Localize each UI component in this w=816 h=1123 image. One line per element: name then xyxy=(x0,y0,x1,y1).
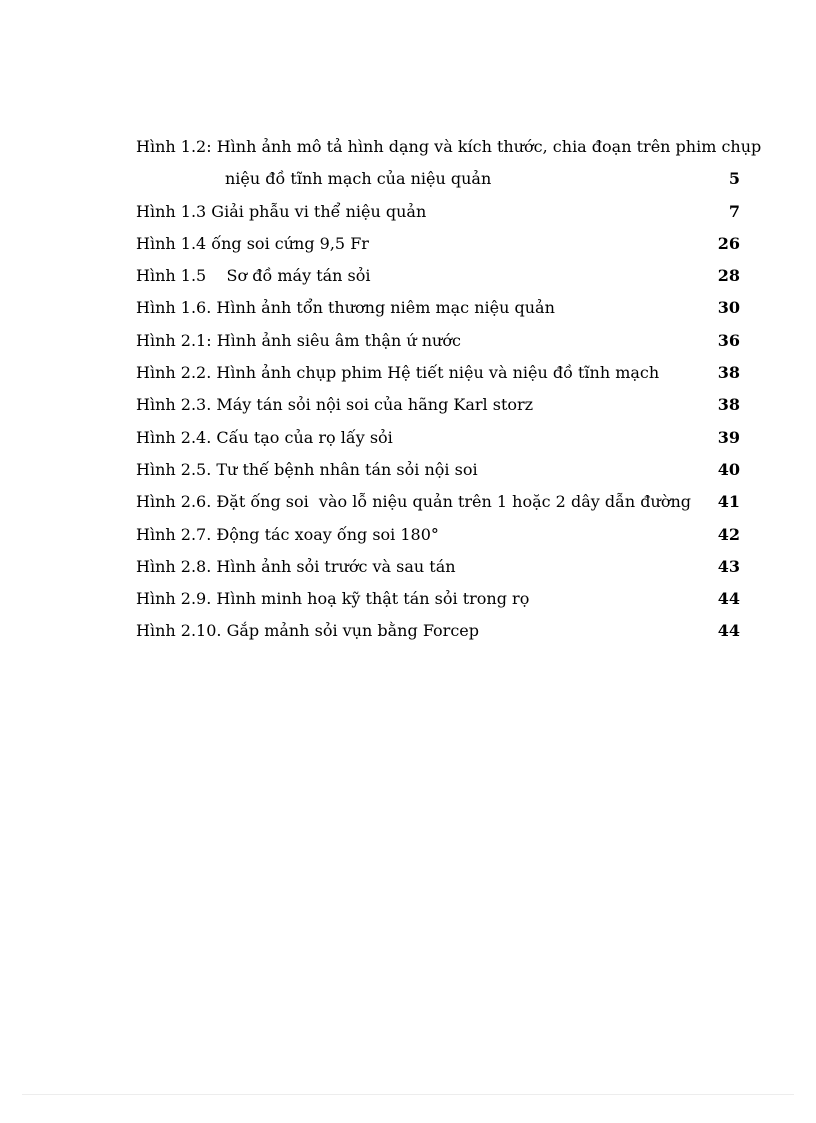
toc-entry-label: Hình 2.9. Hình minh hoạ kỹ thật tán sỏi trong rọ xyxy=(136,589,530,609)
toc-entry-2-3[interactable] xyxy=(136,389,740,421)
toc-entry-label: Hình 2.6. Đặt ống soi vào lỗ niệu quản trên 1 hoặc 2 dây dẫn đường xyxy=(136,492,692,512)
toc-entry-page: 5 xyxy=(728,169,740,189)
toc-entry-label: Hình 2.8. Hình ảnh sỏi trước và sau tán xyxy=(136,556,456,576)
toc-entry-1-2-line1 xyxy=(136,131,762,163)
toc-entry-page: 40 xyxy=(717,459,740,479)
toc-entry-2-4[interactable] xyxy=(136,422,740,454)
toc-entry-2-9[interactable] xyxy=(136,583,740,615)
toc-entry-2-1[interactable] xyxy=(136,325,740,357)
toc-entry-label: Hình 2.2. Hình ảnh chụp phim Hệ tiết niệu và niệu đồ tĩnh mạch xyxy=(136,363,660,383)
toc-entry-1-4[interactable] xyxy=(136,228,740,260)
page-bottom-divider xyxy=(22,1094,794,1095)
toc-entry-label: Hình 2.3. Máy tán sỏi nội soi của hãng Karl storz xyxy=(136,395,534,415)
toc-entry-label: Hình 2.4. Cấu tạo của rọ lấy sỏi xyxy=(136,427,393,447)
toc-entry-page: 44 xyxy=(717,621,740,641)
toc-entry-label: Hình 1.6. Hình ảnh tổn thương niêm mạc niệu quản xyxy=(136,298,555,318)
toc-entry-1-2[interactable] xyxy=(136,163,740,195)
toc-entry-page: 44 xyxy=(717,589,740,609)
toc-entry-page: 43 xyxy=(717,556,740,576)
toc-entry-label: Hình 2.7. Động tác xoay ống soi 180° xyxy=(136,524,439,544)
toc-entry-label: Hình 2.5. Tư thế bệnh nhân tán sỏi nội soi xyxy=(136,459,478,479)
toc-entry-label: Hình 1.3 Giải phẫu vi thể niệu quản xyxy=(136,201,427,221)
toc-entry-2-2[interactable] xyxy=(136,357,740,389)
toc-entry-label: Hình 2.1: Hình ảnh siêu âm thận ứ nước xyxy=(136,330,461,350)
toc-entry-2-6[interactable] xyxy=(136,486,740,518)
toc-entry-1-6[interactable] xyxy=(136,292,740,324)
toc-entry-label: Hình 1.5 Sơ đồ máy tán sỏi xyxy=(136,266,371,286)
toc-entry-page: 28 xyxy=(717,266,740,286)
toc-entry-page: 39 xyxy=(717,427,740,447)
toc-entry-2-8[interactable] xyxy=(136,551,740,583)
toc-entry-label: Hình 1.4 ống soi cứng 9,5 Fr xyxy=(136,233,369,253)
toc-entry-2-10[interactable] xyxy=(136,615,740,647)
figure-list xyxy=(136,131,762,648)
toc-entry-label: niệu đồ tĩnh mạch của niệu quản xyxy=(225,169,492,189)
toc-entry-1-3[interactable] xyxy=(136,196,740,228)
toc-entry-page: 26 xyxy=(717,233,740,253)
toc-entry-2-7[interactable] xyxy=(136,519,740,551)
toc-entry-page: 7 xyxy=(728,201,740,221)
toc-entry-page: 41 xyxy=(717,492,740,512)
toc-entry-page: 38 xyxy=(717,395,740,415)
toc-entry-2-5[interactable] xyxy=(136,454,740,486)
toc-entry-label: Hình 1.2: Hình ảnh mô tả hình dạng và kích thước, chia đoạn trên phim chụp xyxy=(136,137,762,156)
toc-entry-page: 42 xyxy=(717,524,740,544)
toc-entry-label: Hình 2.10. Gắp mảnh sỏi vụn bằng Forcep xyxy=(136,621,479,641)
toc-entry-page: 30 xyxy=(717,298,740,318)
toc-entry-page: 38 xyxy=(717,363,740,383)
toc-entry-page: 36 xyxy=(717,330,740,350)
toc-entry-1-5[interactable] xyxy=(136,260,740,292)
